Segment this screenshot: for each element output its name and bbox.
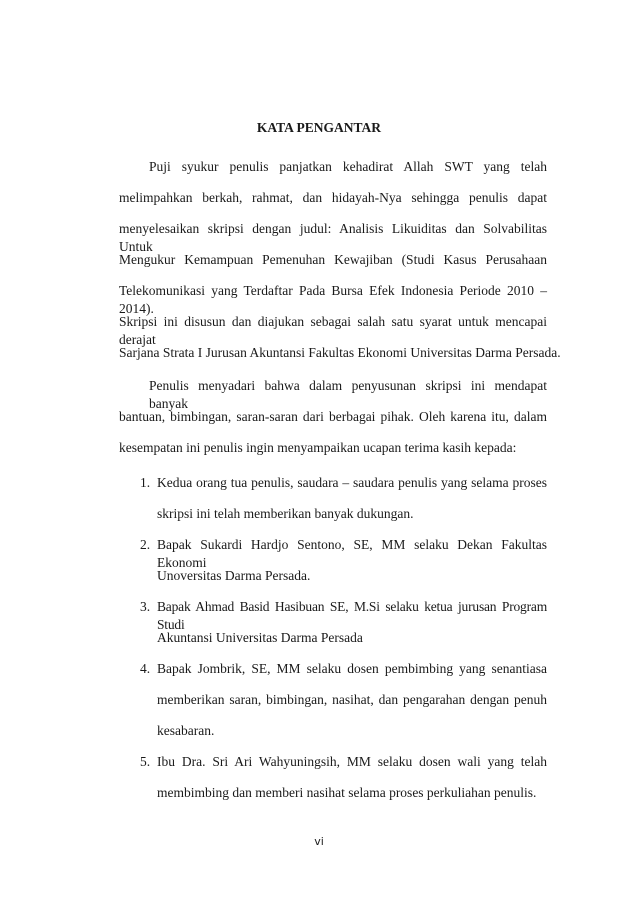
paragraph-1-line: Puji syukur penulis panjatkan kehadirat Allah SWT yang telah [149,159,547,174]
page-title: KATA PENGANTAR [256,120,382,135]
paragraph-1-line: menyelesaikan skripsi dengan judul: Analisis Likuiditas dan Solvabilitas Untuk [119,221,547,254]
page-number: vi [314,835,324,848]
paragraph-2-line: Penulis menyadari bahwa dalam penyusunan skripsi ini mendapat banyak [149,378,547,411]
list-item-line: skripsi ini telah memberikan banyak dukungan. [157,506,414,521]
list-item-line: memberikan saran, bimbingan, nasihat, dan pengarahan dengan penuh [157,692,547,707]
list-item-line: membimbing dan memberi nasihat selama proses perkuliahan penulis. [157,785,537,800]
list-item-line: Akuntansi Universitas Darma Persada [157,630,363,645]
list-item-line: Bapak Sukardi Hardjo Sentono, SE, MM selaku Dekan Fakultas Ekonomi [157,537,547,570]
list-item-line: Unoversitas Darma Persada. [157,568,311,583]
list-item-number: 2. [140,537,151,552]
paragraph-1-line: melimpahkan berkah, rahmat, dan hidayah-Nya sehingga penulis dapat [119,190,547,205]
list-item-line: Bapak Ahmad Basid Hasibuan SE, M.Si selaku ketua jurusan Program Studi [157,599,547,632]
paragraph-2-line: kesempatan ini penulis ingin menyampaikan ucapan terima kasih kepada: [119,440,517,455]
list-item-line: Bapak Jombrik, SE, MM selaku dosen pembimbing yang senantiasa [157,661,547,676]
list-item-line: Kedua orang tua penulis, saudara – saudara penulis yang selama proses [157,475,547,490]
paragraph-1-line: Mengukur Kemampuan Pemenuhan Kewajiban (Studi Kasus Perusahaan [119,252,547,267]
list-item-line: Ibu Dra. Sri Ari Wahyuningsih, MM selaku dosen wali yang telah [157,754,547,769]
paragraph-1-line: Telekomunikasi yang Terdaftar Pada Bursa Efek Indonesia Periode 2010 – 2014). [119,283,547,316]
paragraph-2-line: bantuan, bimbingan, saran-saran dari berbagai pihak. Oleh karena itu, dalam [119,409,547,424]
list-item-number: 4. [140,661,151,676]
paragraph-1-line: Sarjana Strata I Jurusan Akuntansi Fakultas Ekonomi Universitas Darma Persada. [119,345,561,360]
list-item-number: 3. [140,599,151,614]
list-item-number: 5. [140,754,151,769]
paragraph-1-line: Skripsi ini disusun dan diajukan sebagai salah satu syarat untuk mencapai derajat [119,314,547,347]
list-item-number: 1. [140,475,151,490]
list-item-line: kesabaran. [157,723,215,738]
